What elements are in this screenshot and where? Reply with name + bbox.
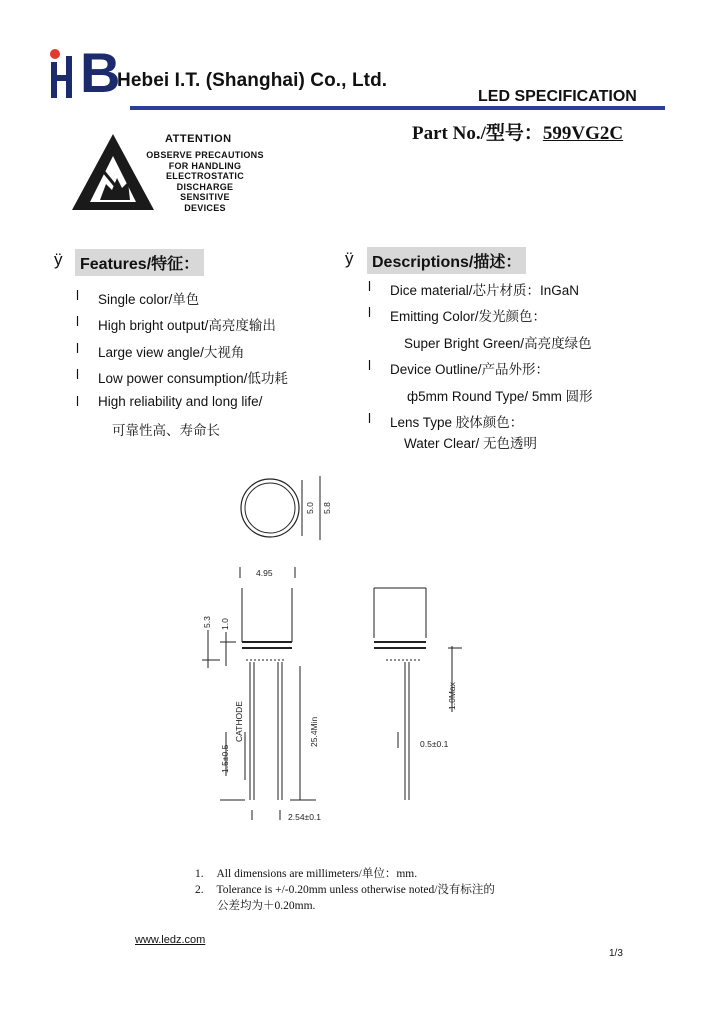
feature-item — [76, 341, 336, 361]
top-view — [241, 476, 332, 540]
description-item — [368, 411, 668, 431]
lens-type-value: Water Clear/ 无色透明 — [404, 436, 538, 451]
item-mark: l — [368, 279, 371, 294]
outline-value: ф5mm Round Type/ 5mm 圆形 — [407, 389, 593, 404]
feature-text: High reliability and long life/ — [98, 394, 263, 409]
attention-line: ELECTROSTATIC — [165, 171, 245, 181]
item-mark: l — [76, 314, 79, 329]
attention-line: DEVICES — [184, 202, 226, 213]
page-number: 1/3 — [609, 948, 623, 959]
feature-text: High bright output/高亮度输出 — [98, 318, 276, 333]
features-bullet: ÿ — [54, 250, 63, 269]
website-link[interactable]: www.ledz.com — [135, 934, 206, 946]
feature-text: Low power consumption/低功耗 — [98, 371, 288, 386]
descriptions-heading: Descriptions/描述： — [367, 247, 526, 274]
dim-25-4min: 25.4Min — [309, 716, 319, 747]
logo-h-icon — [46, 48, 76, 98]
doc-type: LED SPECIFICATION — [478, 88, 637, 105]
attention-line: OBSERVE PRECAUTIONS — [146, 150, 264, 160]
note-2-continuation: 公差均为＋0.20mm. — [217, 900, 316, 912]
dim-1-0max: 1.0Max — [447, 682, 457, 710]
item-mark: l — [368, 411, 371, 426]
description-item — [368, 358, 668, 378]
emitting-color-value: Super Bright Green/高亮度绿色 — [404, 336, 592, 351]
item-mark: l — [76, 394, 79, 409]
note-2 — [195, 882, 495, 898]
side-view — [374, 588, 462, 800]
attention-line: DISCHARGE — [176, 181, 234, 192]
lens-type-label: Lens Type 胶体颜色： — [390, 415, 524, 430]
dim-5-0: 5.0 — [305, 502, 315, 514]
part-number — [412, 118, 623, 145]
item-mark: l — [368, 305, 371, 320]
dim-4-95: 4.95 — [256, 568, 273, 578]
description-item — [368, 279, 668, 299]
feature-item — [76, 394, 336, 409]
note-1 — [195, 866, 417, 882]
dim-5-3: 5.3 — [202, 616, 212, 628]
feature-item — [76, 314, 336, 334]
dim-2-54: 2.54±0.1 — [288, 812, 322, 822]
attention-line: FOR HANDLING — [168, 160, 242, 171]
emitting-color-label: Emitting Color/发光颜色： — [390, 309, 547, 324]
header-rule — [130, 106, 665, 110]
features-heading: Features/特征： — [75, 249, 204, 276]
company-name: Hebei I.T. (Shanghai) Co., Ltd. — [117, 70, 388, 91]
attention-title: ATTENTION — [165, 133, 232, 145]
outline-label: Device Outline/产品外形： — [390, 362, 550, 377]
note-text: All dimensions are millimeters/单位：mm. — [216, 868, 418, 880]
part-number-value: 599VG2C — [542, 123, 624, 144]
note-number: 2. — [195, 884, 204, 896]
dimension-drawing — [190, 470, 470, 830]
dim-1-0: 1.0 — [220, 618, 230, 630]
dim-5-8: 5.8 — [322, 502, 332, 514]
item-mark: l — [76, 288, 79, 303]
note-text: Tolerance is +/-0.20mm unless otherwise noted/没有标注的 — [216, 884, 495, 896]
feature-continuation: 可靠性高、寿命长 — [112, 423, 220, 438]
cathode-label: CATHODE — [234, 701, 244, 742]
feature-text: Single color/单色 — [98, 292, 200, 307]
item-mark: l — [368, 358, 371, 373]
dim-0-5: 0.5±0.1 — [420, 739, 449, 749]
feature-text: Large view angle/大视角 — [98, 345, 245, 360]
item-mark: l — [76, 367, 79, 382]
front-view — [202, 567, 321, 822]
part-label: Part No./型号： — [412, 123, 543, 144]
description-item — [368, 305, 668, 325]
attention-text — [140, 150, 270, 213]
dim-1-5: 1.5±0.5 — [220, 744, 230, 773]
descriptions-bullet: ÿ — [345, 249, 354, 268]
item-mark: l — [76, 341, 79, 356]
dice-material: Dice material/芯片材质：InGaN — [390, 283, 580, 298]
feature-item — [76, 288, 336, 308]
logo-b-letter: B — [80, 41, 121, 104]
feature-item — [76, 367, 336, 387]
note-number: 1. — [195, 868, 204, 880]
attention-line: SENSITIVE — [180, 192, 230, 202]
